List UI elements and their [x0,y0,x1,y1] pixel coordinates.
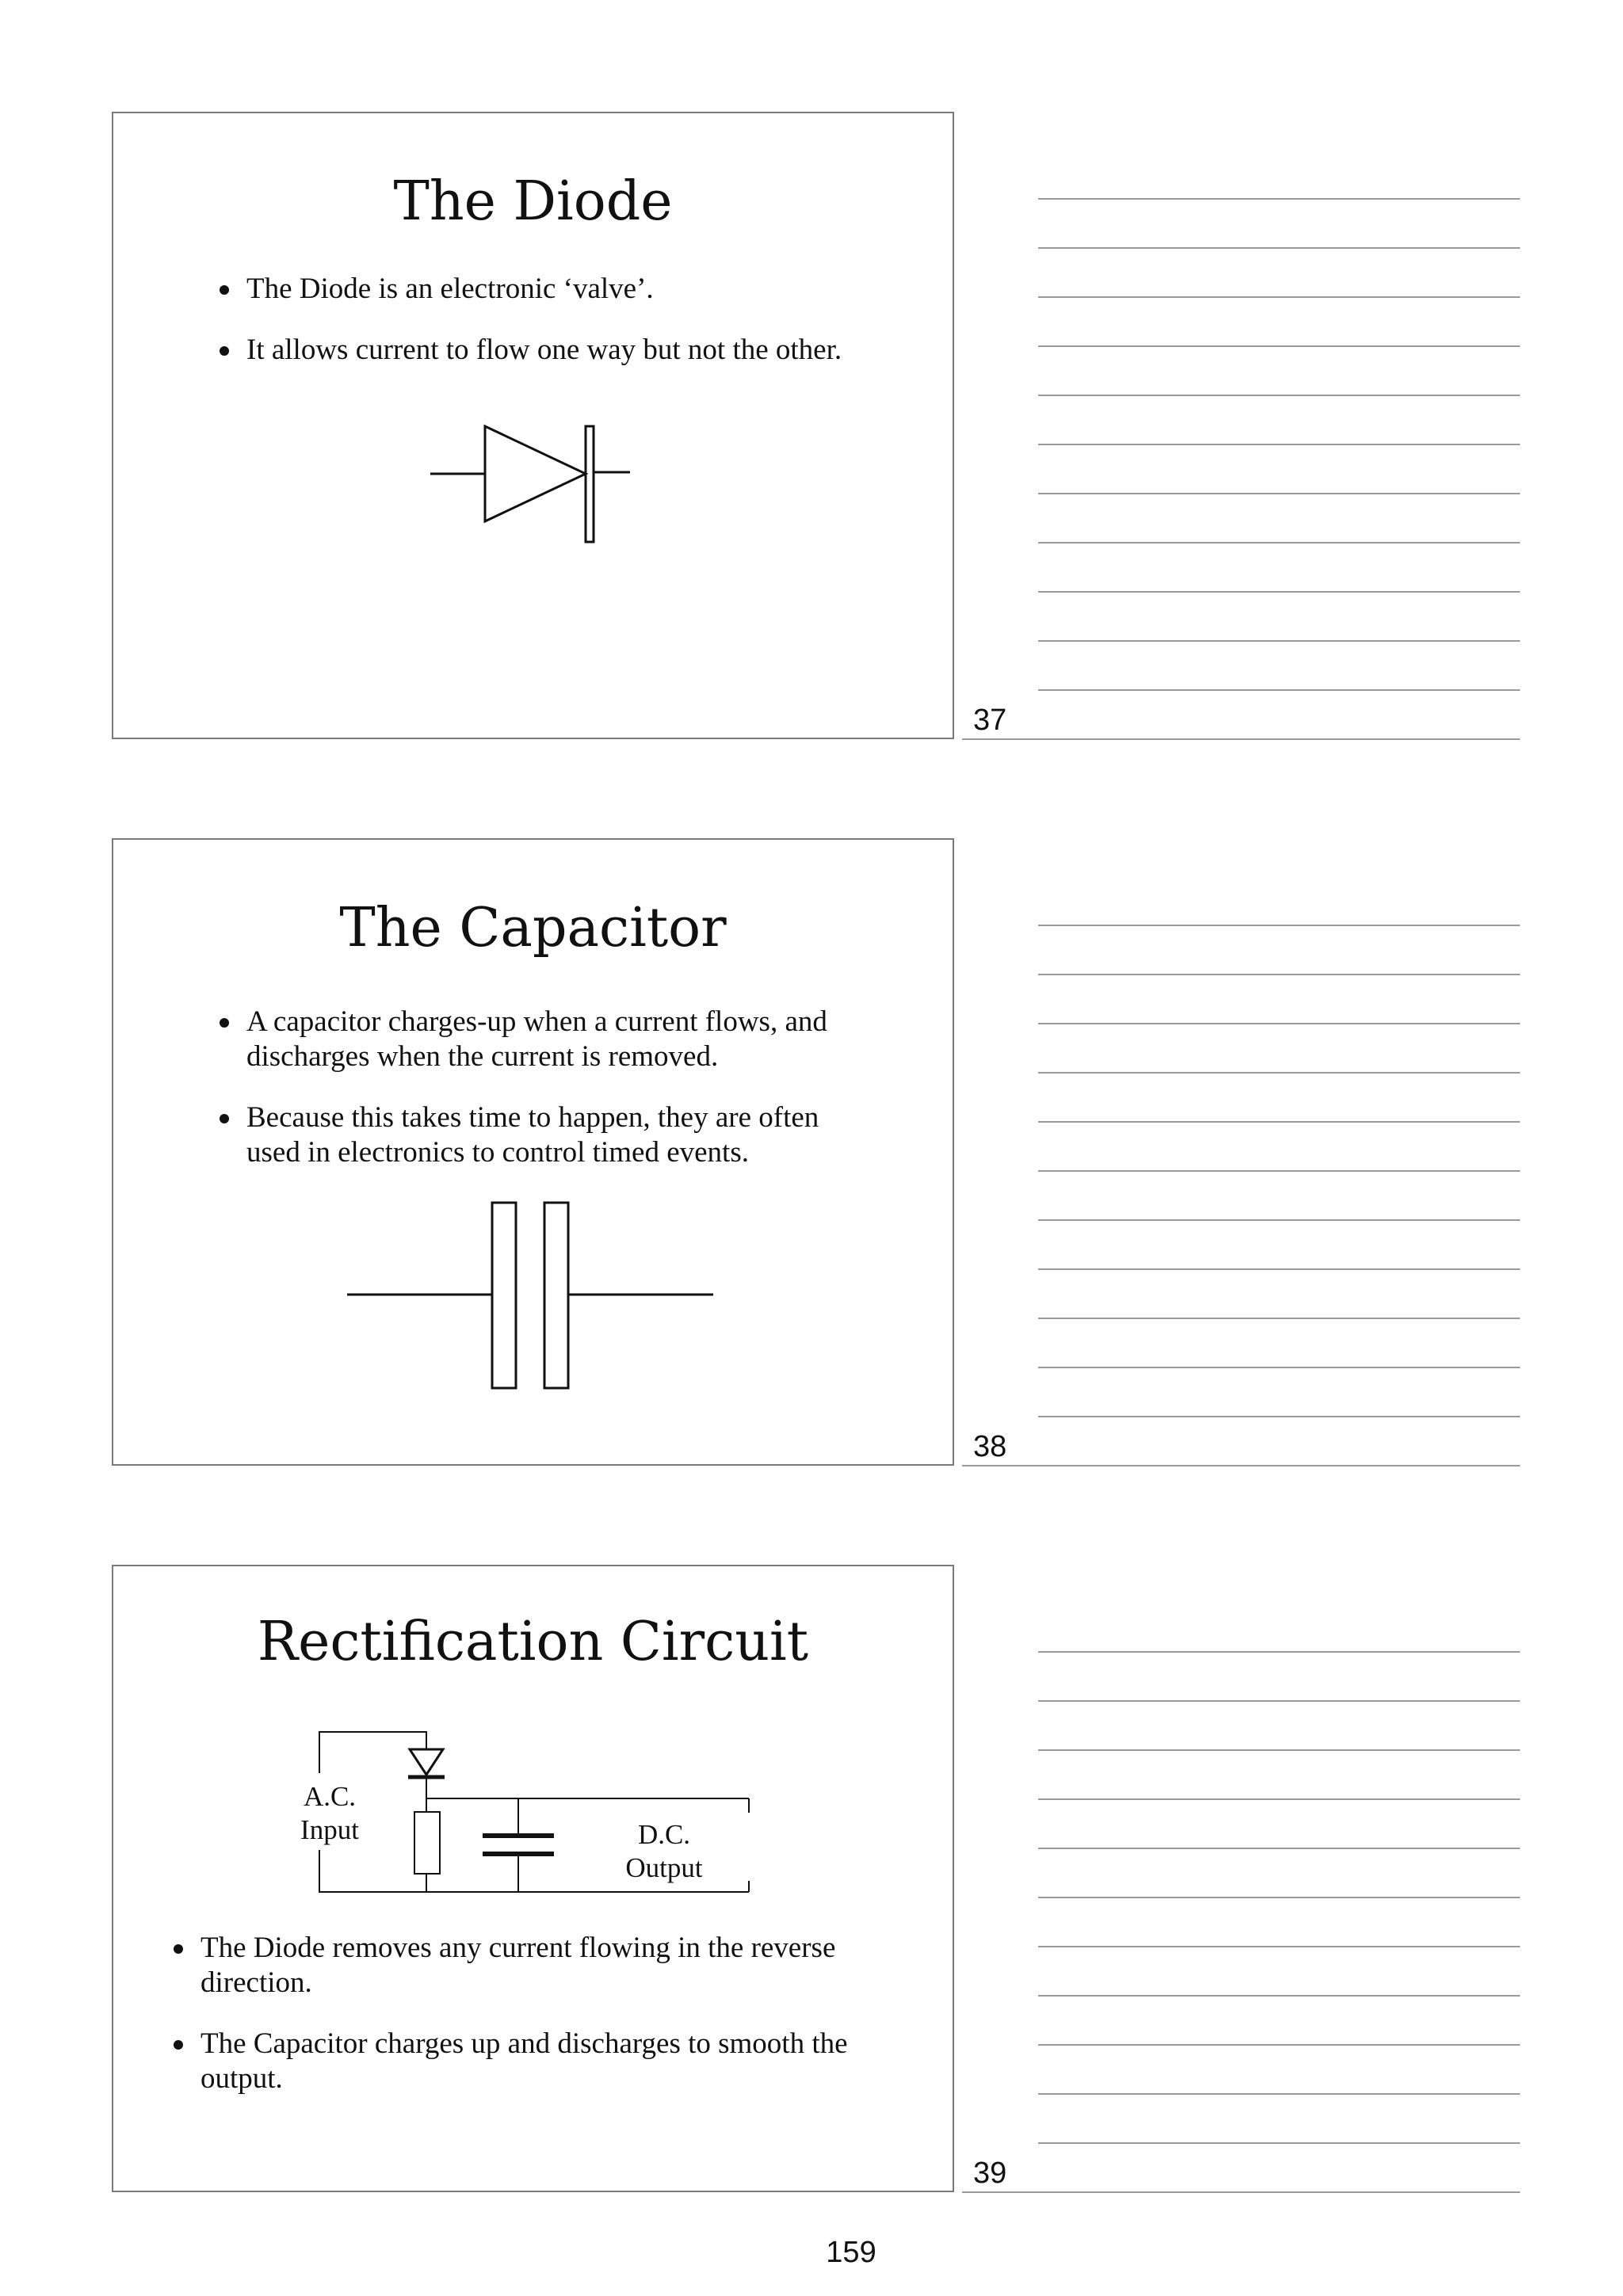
bullet-list [220,272,917,394]
bullet-item: The Diode is an electronic ‘valve’. [220,272,917,307]
ac-input-label [278,1780,381,1847]
slide-diode [112,112,954,739]
dc-output-label [605,1818,724,1885]
divider [962,738,1520,740]
slide-rectification [112,1565,954,2192]
bullet-item: Because this takes time to happen, they are often used in electronics to control timed events. [220,1100,869,1170]
dc-label: D.C. [637,1819,691,1850]
slide-capacitor [112,838,954,1466]
divider [962,2191,1520,2193]
diode-symbol-icon [430,402,684,545]
slide-number: 38 [973,1430,1007,1463]
slide-title: The Capacitor [339,897,727,959]
bullet-item: The Capacitor charges up and discharges to smooth the output. [174,2027,887,2096]
slide-title: Rectification Circuit [257,1611,809,1673]
divider [962,1465,1520,1466]
bullet-item: A capacitor charges-up when a current flows, and discharges when the current is removed. [220,1005,869,1074]
input-label: Input [300,1814,359,1845]
bullet-item: The Diode removes any current flowing in the reverse direction. [174,1931,887,2000]
output-label: Output [625,1852,703,1883]
bullet-list [174,1931,887,2122]
slide-number: 37 [973,704,1007,737]
ac-label: A.C. [303,1781,357,1812]
bullet-list [220,1005,869,1196]
page-number: 159 [826,2236,876,2269]
slide-number: 39 [973,2157,1007,2190]
bullet-item: It allows current to flow one way but not the other. [220,333,917,368]
capacitor-symbol-icon [343,1196,724,1402]
slide-title: The Diode [393,170,673,233]
